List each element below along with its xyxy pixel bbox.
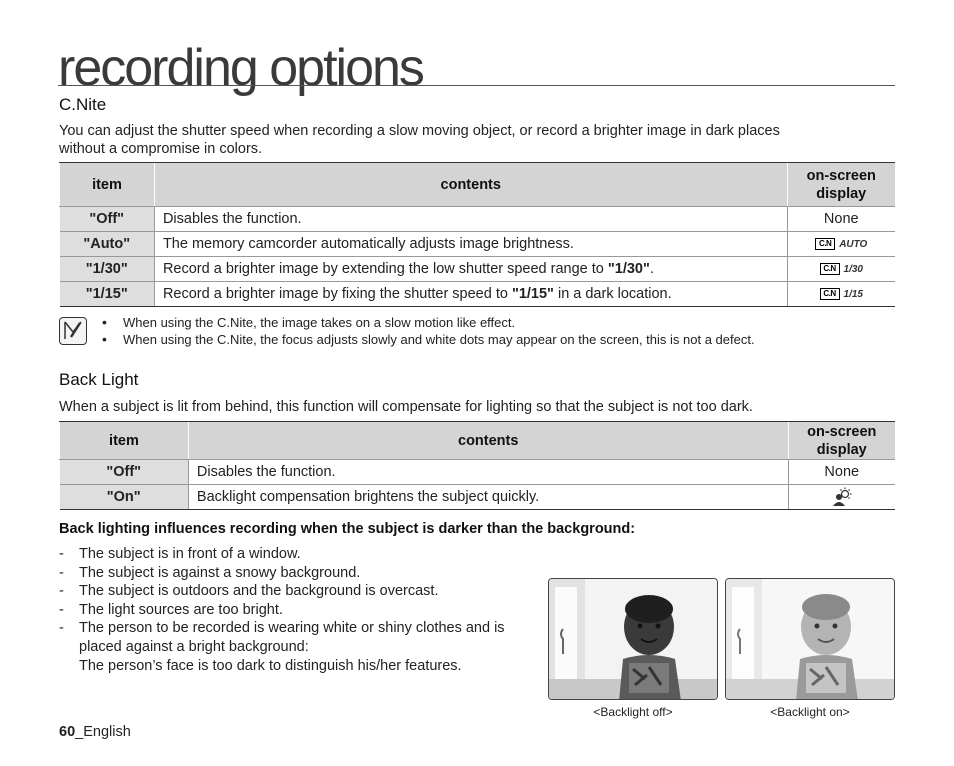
caption-backlight-off: <Backlight off> <box>593 705 673 719</box>
cn-value: 1/15 <box>843 288 863 300</box>
page-title: recording options <box>58 39 423 97</box>
row-contents <box>154 232 787 257</box>
col-header-display-line2: display <box>816 441 867 458</box>
influence-heading: Back lighting influences recording when the subject is darker than the background: <box>59 521 636 537</box>
row-contents: Disables the function. <box>188 460 788 485</box>
list-item: - The subject is outdoors and the background is overcast. <box>59 582 539 601</box>
table-row <box>60 485 896 510</box>
row-contents-bold: "1/30" <box>607 261 650 277</box>
list-item: - The subject is against a snowy background. <box>59 564 539 583</box>
cnite-table <box>59 162 895 307</box>
cnite-auto-icon <box>815 238 867 250</box>
row-display: None <box>787 207 895 232</box>
table-row <box>60 282 896 307</box>
backlight-on-photo <box>725 578 895 700</box>
table-row <box>60 232 896 257</box>
row-contents <box>154 282 787 307</box>
cn-value: AUTO <box>839 238 868 250</box>
row-display <box>787 232 895 257</box>
col-header-display <box>788 422 895 460</box>
row-contents-post: . <box>649 261 654 277</box>
row-contents: Backlight compensation brightens the subject quickly. <box>188 485 788 510</box>
row-contents <box>154 207 787 232</box>
row-item: "On" <box>60 485 189 510</box>
list-item-text-continued: The person’s face is too dark to distinguish his/her features. <box>79 657 462 674</box>
col-header-item: item <box>60 422 189 460</box>
col-header-display-line2: display <box>816 185 867 202</box>
row-contents <box>154 257 787 282</box>
row-display <box>787 257 895 282</box>
backlight-off-photo <box>548 578 718 700</box>
cnite-intro-line1: You can adjust the shutter speed when recording a slow moving object, or record a brighter image in dark places <box>59 123 780 139</box>
footer-language: _English <box>75 724 131 740</box>
row-contents-bold: "1/15" <box>511 286 554 302</box>
table-row <box>60 207 896 232</box>
list-item-text: - The person to be recorded is wearing white or shiny clothes and is placed against a bright background: <box>79 620 505 655</box>
backlight-table <box>59 421 895 510</box>
row-item: "Off" <box>60 460 189 485</box>
cnite-1-30-icon <box>820 263 863 275</box>
cnite-intro <box>59 122 780 158</box>
list-item: • When using the C.Nite, the focus adjusts slowly and white dots may appear on the screen, this is not a defect. <box>102 331 755 348</box>
col-header-display <box>787 163 895 207</box>
row-display <box>788 485 895 510</box>
col-header-display-line1: on-screen <box>806 167 876 184</box>
table-row <box>60 257 896 282</box>
list-item: - The light sources are too bright. <box>59 601 539 620</box>
col-header-contents: contents <box>154 163 787 207</box>
col-header-display-line1: on-screen <box>807 423 877 440</box>
cnite-heading: C.Nite <box>59 95 107 114</box>
row-display: None <box>788 460 895 485</box>
backlight-conditions <box>59 545 539 675</box>
row-item: "Off" <box>60 207 155 232</box>
backlight-icon <box>831 487 853 507</box>
col-header-item: item <box>60 163 155 207</box>
list-item <box>59 619 539 675</box>
backlight-intro: When a subject is lit from behind, this function will compensate for lighting so that the subject is not too dark. <box>59 399 753 415</box>
page-footer <box>59 724 131 740</box>
cn-label: C.N <box>820 288 840 300</box>
row-contents-post: in a dark location. <box>553 286 672 302</box>
page-number: 60 <box>59 724 76 740</box>
row-contents-text: Disables the function. <box>162 211 302 227</box>
table-row <box>60 460 896 485</box>
backlight-heading: Back Light <box>59 370 139 389</box>
list-item: - The subject is in front of a window. <box>59 545 539 564</box>
row-contents-text: Record a brighter image by fixing the shutter speed to <box>162 286 512 302</box>
cnite-1-15-icon <box>820 288 863 300</box>
cn-label: C.N <box>820 263 840 275</box>
caption-backlight-on: <Backlight on> <box>770 705 850 719</box>
row-contents-text: Record a brighter image by extending the low shutter speed range to <box>162 261 608 277</box>
list-item: • When using the C.Nite, the image takes on a slow motion like effect. <box>102 314 755 331</box>
memo-pencil-icon <box>59 317 87 345</box>
row-item: "1/30" <box>60 257 155 282</box>
cnite-notes <box>102 314 755 348</box>
row-item: "1/15" <box>60 282 155 307</box>
row-display <box>787 282 895 307</box>
cn-label: C.N <box>815 238 835 250</box>
col-header-contents: contents <box>188 422 788 460</box>
cnite-intro-line2: without a compromise in colors. <box>59 141 263 157</box>
row-item: "Auto" <box>60 232 155 257</box>
title-divider <box>58 85 895 86</box>
cn-value: 1/30 <box>843 263 863 275</box>
row-contents-text: The memory camcorder automatically adjusts image brightness. <box>162 236 574 252</box>
